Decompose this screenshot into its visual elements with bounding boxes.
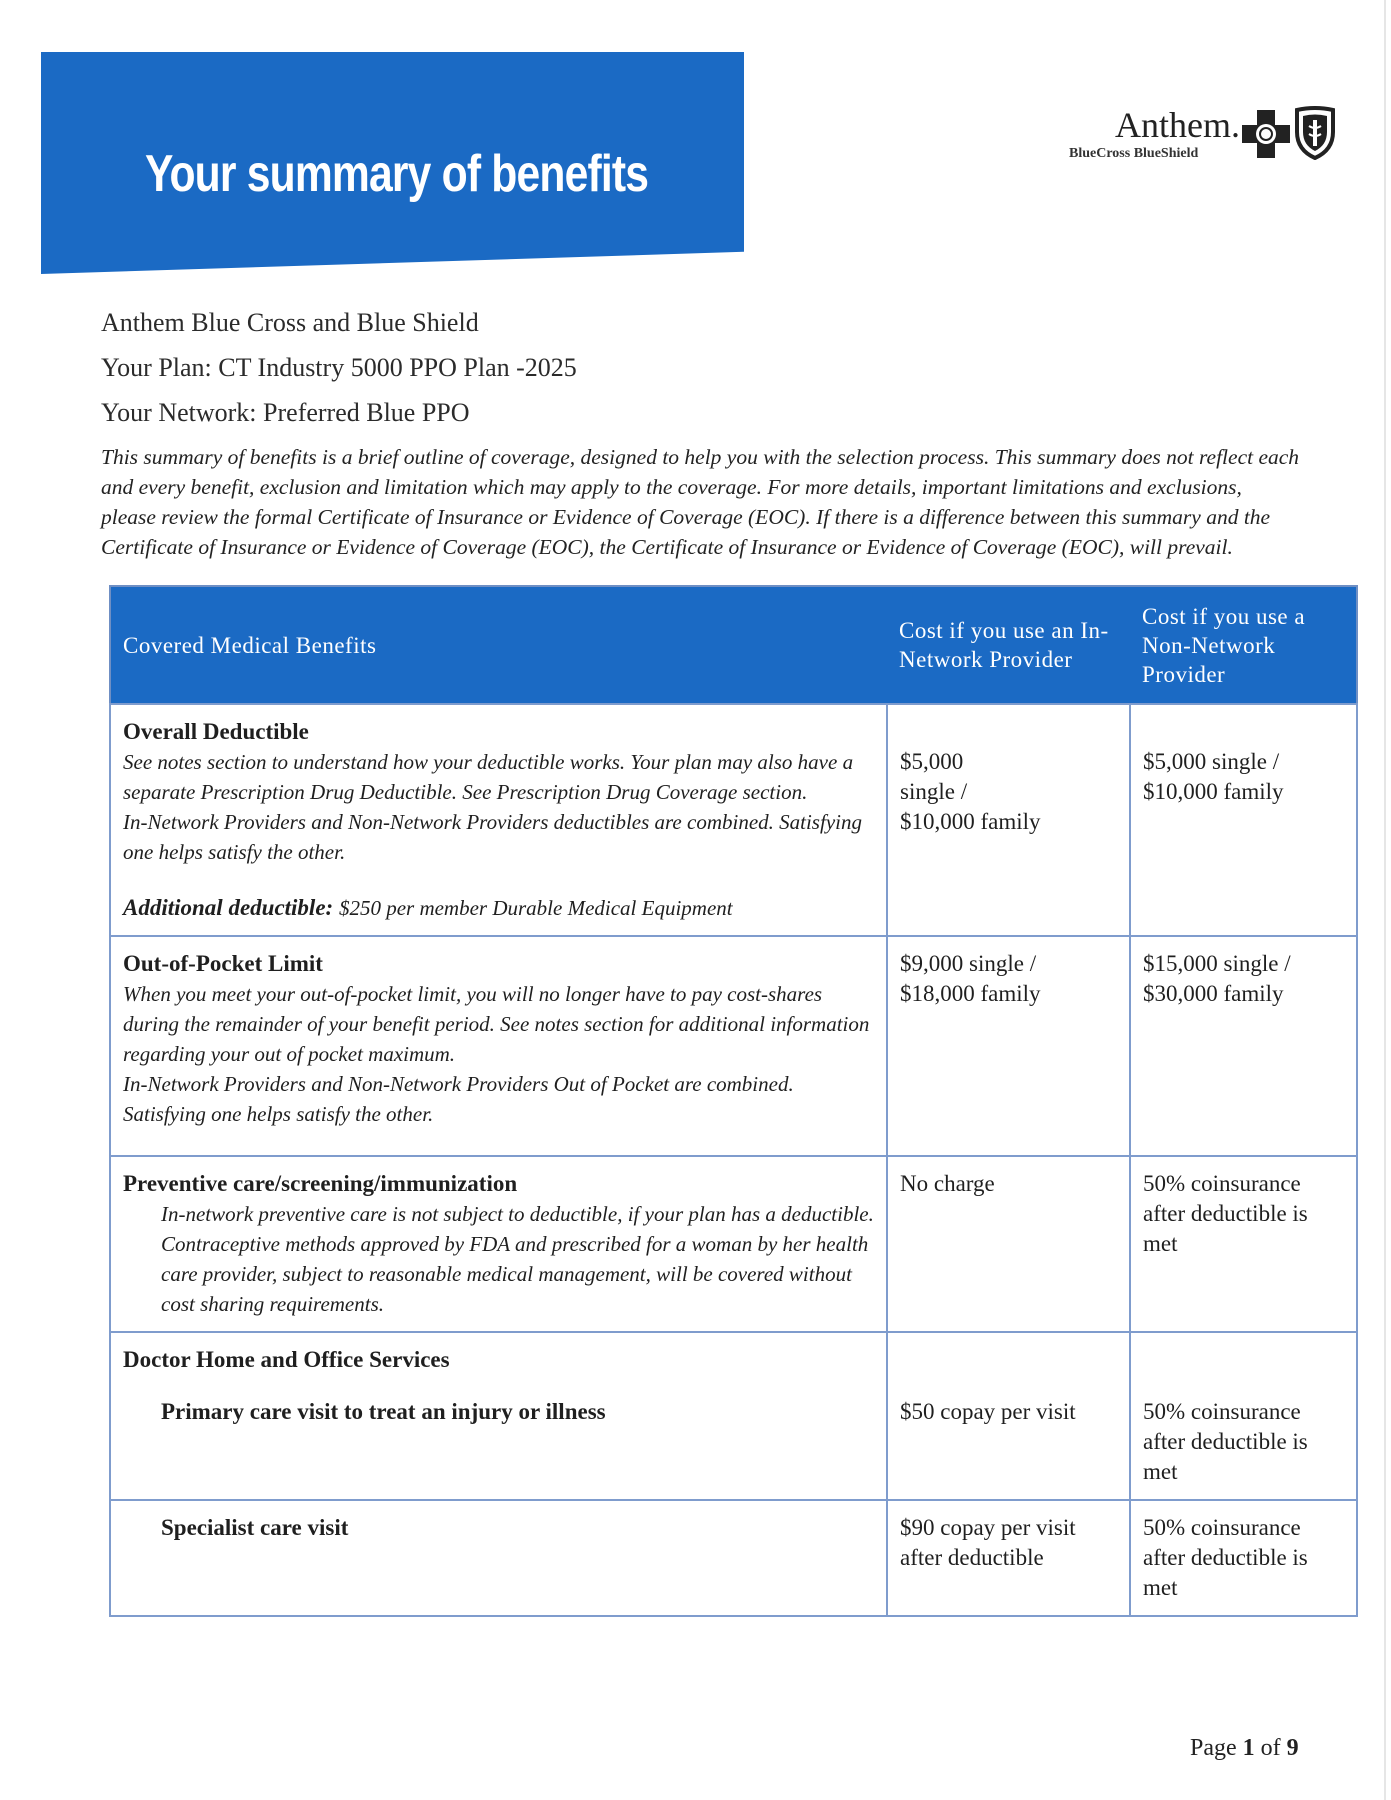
table-row [110, 1332, 1357, 1500]
page-title: Your summary of benefits [145, 145, 649, 203]
row-subtitle: Specialist care visit [161, 1515, 349, 1540]
logo-brand: Anthem. [1115, 105, 1240, 145]
cost-value: 50% coinsurance after deductible is met [1143, 1515, 1308, 1600]
blue-cross-icon [1240, 108, 1292, 160]
cost-value: 50% coinsurance after deductible is met [1143, 1171, 1308, 1256]
in-network-cost [887, 1500, 1130, 1616]
header-non-network: Cost if you use a Non-Network Provider [1130, 586, 1357, 704]
row-title: Doctor Home and Office Services [123, 1347, 450, 1372]
cost-value: No charge [900, 1171, 995, 1196]
cost-value: $5,000 single / $10,000 family [1143, 749, 1284, 804]
non-network-cost [1130, 1332, 1357, 1500]
cost-value: $90 copay per visit after deductible [900, 1515, 1076, 1570]
row-subtitle: Primary care visit to treat an injury or illness [161, 1399, 606, 1424]
page-edge [1384, 0, 1386, 1800]
page-number [1190, 1735, 1299, 1762]
in-network-cost [887, 704, 1130, 936]
benefits-table [109, 585, 1358, 1617]
anthem-logo [1065, 104, 1345, 164]
cost-value: $15,000 single / $30,000 family [1143, 951, 1291, 1006]
page-total: 9 [1286, 1735, 1299, 1761]
header-in-network: Cost if you use an In-Network Provider [887, 586, 1130, 704]
in-network-cost [887, 1156, 1130, 1332]
table-header-row [110, 586, 1357, 704]
disclaimer-text: This summary of benefits is a brief outline of coverage, designed to help you with the selection process. This summary does not reflect each and every benefit, exclusion and limitation which may apply to the coverage. For more details, important limitations and exclusions, please review the formal Certificate of Insurance or Evidence of Coverage (EOC). If there is a difference between this summary and the Certificate of Insurance or Evidence of Coverage (EOC), the Certificate of Insurance or Evidence of Coverage (EOC), will prevail. [101, 445, 1300, 559]
row-description-2: In-Network Providers and Non-Network Providers deductibles are combined. Satisfying one helps satisfy the other. [123, 810, 862, 864]
cost-value: $5,000 single / $10,000 family [900, 749, 1041, 834]
non-network-cost [1130, 936, 1357, 1156]
page-current: 1 [1242, 1735, 1255, 1761]
plan-name: Your Plan: CT Industry 5000 PPO Plan -2025 [101, 353, 577, 382]
cost-value: 50% coinsurance after deductible is met [1143, 1399, 1308, 1484]
row-description: In-network preventive care is not subject to deductible, if your plan has a deductible. Contraceptive methods approved by FDA and prescribed for a woman by her health care provider, subject to reasonable medical management, will be covered without cost sharing requirements. [161, 1202, 874, 1316]
non-network-cost [1130, 1156, 1357, 1332]
in-network-cost [887, 1332, 1130, 1500]
non-network-cost [1130, 704, 1357, 936]
cost-value: $50 copay per visit [900, 1399, 1076, 1424]
logo-subtitle: BlueCross BlueShield [1069, 146, 1199, 161]
table-row [110, 704, 1357, 936]
benefit-cell [110, 1332, 887, 1500]
benefit-cell [110, 936, 887, 1156]
additional-deductible-text: $250 per member Durable Medical Equipment [338, 896, 733, 920]
table-row [110, 1156, 1357, 1332]
page-prefix: Page [1190, 1735, 1237, 1761]
network-name: Your Network: Preferred Blue PPO [101, 398, 470, 427]
cost-value: $9,000 single / $18,000 family [900, 951, 1041, 1006]
additional-deductible-label: Additional deductible: [123, 895, 334, 920]
benefit-cell [110, 1500, 887, 1616]
header-covered-benefits: Covered Medical Benefits [110, 586, 887, 704]
company-name: Anthem Blue Cross and Blue Shield [101, 308, 479, 337]
row-description-2: In-Network Providers and Non-Network Providers Out of Pocket are combined. Satisfying one helps satisfy the other. [123, 1072, 794, 1126]
row-title: Out-of-Pocket Limit [123, 951, 323, 976]
table-row [110, 936, 1357, 1156]
benefit-cell [110, 704, 887, 936]
row-title: Preventive care/screening/immunization [123, 1171, 518, 1196]
page-of: of [1260, 1735, 1281, 1761]
table-row [110, 1500, 1357, 1616]
additional-deductible [123, 893, 874, 923]
non-network-cost [1130, 1500, 1357, 1616]
benefit-cell [110, 1156, 887, 1332]
row-description: When you meet your out-of-pocket limit, you will no longer have to pay cost-shares during the remainder of your benefit period. See notes section for additional information regarding your out of pocket maximum. [123, 982, 870, 1066]
row-title: Overall Deductible [123, 719, 309, 744]
row-description: See notes section to understand how your deductible works. Your plan may also have a separate Prescription Drug Deductible. See Prescription Drug Coverage section. [123, 750, 854, 804]
blue-shield-icon [1293, 106, 1337, 160]
in-network-cost [887, 936, 1130, 1156]
